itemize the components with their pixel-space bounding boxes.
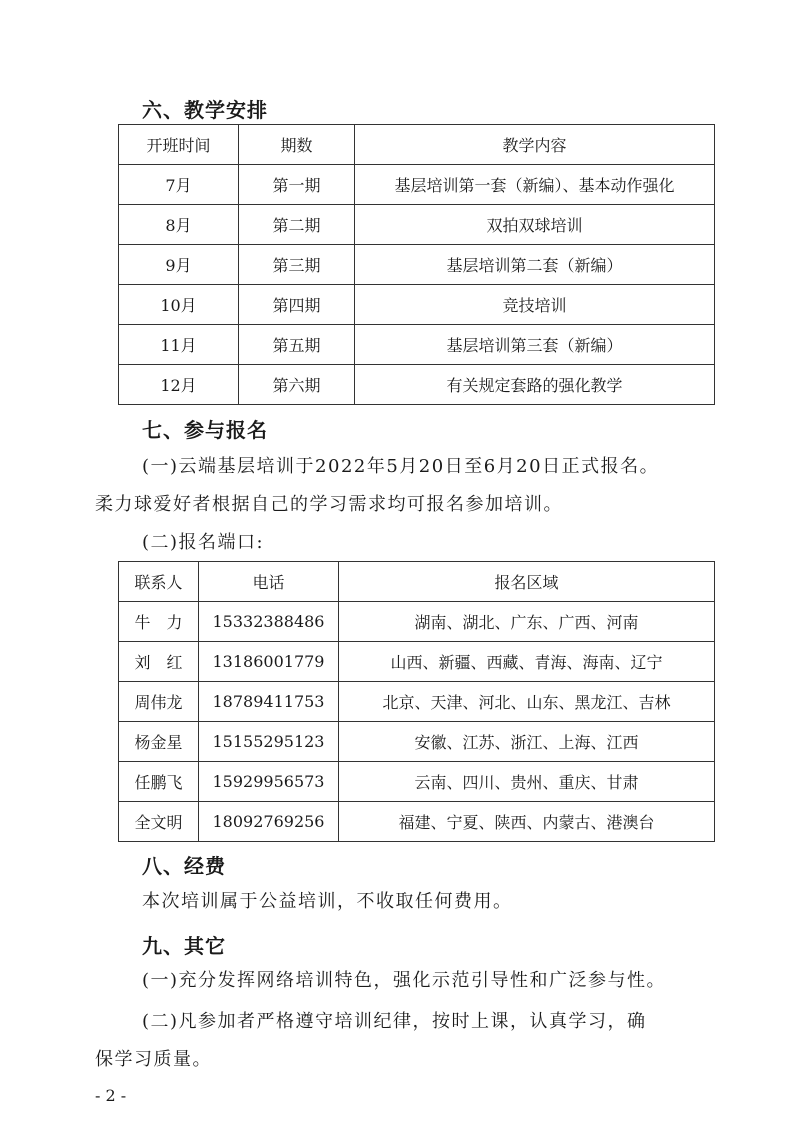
other-text-2-line-1: (二)凡参加者严格遵守培训纪律，按时上课，认真学习，确 [142, 1011, 647, 1032]
schedule-month: 8月 [119, 205, 239, 245]
schedule-content: 有关规定套路的强化教学 [355, 365, 715, 405]
contact-region: 云南、四川、贵州、重庆、甘肃 [339, 762, 715, 802]
other-paragraph-1 [142, 962, 720, 1000]
contact-name: 牛 力 [119, 602, 199, 642]
funding-paragraph [142, 883, 720, 921]
section-6-heading: 六、教学安排 [142, 98, 268, 122]
col-header-phone: 电话 [199, 562, 339, 602]
schedule-content: 基层培训第一套（新编）、基本动作强化 [355, 165, 715, 205]
contact-phone: 13186001779 [199, 642, 339, 682]
schedule-period: 第一期 [239, 165, 355, 205]
registration-paragraph-2 [142, 524, 720, 562]
other-paragraph-2-cont [95, 1041, 720, 1079]
contact-phone: 15332388486 [199, 602, 339, 642]
contact-phone: 18092769256 [199, 802, 339, 842]
contacts-table [118, 561, 715, 842]
contact-name: 周伟龙 [119, 682, 199, 722]
table-row [119, 325, 715, 365]
other-text-1: (一)充分发挥网络培训特色，强化示范引导性和广泛参与性。 [142, 970, 667, 991]
contact-name: 任鹏飞 [119, 762, 199, 802]
schedule-header-row [119, 125, 715, 165]
section-8-heading: 八、经费 [142, 854, 226, 878]
schedule-period: 第二期 [239, 205, 355, 245]
table-row [119, 602, 715, 642]
schedule-content: 基层培训第三套（新编） [355, 325, 715, 365]
contact-phone: 15929956573 [199, 762, 339, 802]
schedule-period: 第六期 [239, 365, 355, 405]
schedule-period: 第四期 [239, 285, 355, 325]
schedule-month: 12月 [119, 365, 239, 405]
table-row [119, 802, 715, 842]
schedule-content: 基层培训第二套（新编） [355, 245, 715, 285]
contact-name: 全文明 [119, 802, 199, 842]
contact-name: 杨金星 [119, 722, 199, 762]
contact-phone: 18789411753 [199, 682, 339, 722]
table-row [119, 762, 715, 802]
contact-region: 山西、新疆、西藏、青海、海南、辽宁 [339, 642, 715, 682]
schedule-month: 9月 [119, 245, 239, 285]
table-row [119, 365, 715, 405]
registration-portal-label: (二)报名端口: [142, 532, 265, 553]
col-header-period: 期数 [239, 125, 355, 165]
other-text-2-line-2: 保学习质量。 [95, 1049, 212, 1070]
col-header-region: 报名区域 [339, 562, 715, 602]
table-row [119, 682, 715, 722]
registration-line-1: (一)云端基层培训于2022年5月20日至6月20日正式报名。 [142, 456, 660, 477]
section-7-heading: 七、参与报名 [142, 418, 268, 442]
table-row [119, 165, 715, 205]
schedule-content: 竞技培训 [355, 285, 715, 325]
schedule-content: 双拍双球培训 [355, 205, 715, 245]
schedule-period: 第三期 [239, 245, 355, 285]
other-paragraph-2 [142, 1003, 720, 1041]
registration-paragraph-1 [142, 448, 720, 486]
contact-phone: 15155295123 [199, 722, 339, 762]
col-header-contact: 联系人 [119, 562, 199, 602]
table-row [119, 722, 715, 762]
col-header-time: 开班时间 [119, 125, 239, 165]
page-number: - 2 - [95, 1086, 127, 1105]
contact-name: 刘 红 [119, 642, 199, 682]
contacts-header-row [119, 562, 715, 602]
schedule-month: 10月 [119, 285, 239, 325]
table-row [119, 285, 715, 325]
contact-region: 安徽、江苏、浙江、上海、江西 [339, 722, 715, 762]
contact-region: 福建、宁夏、陕西、内蒙古、港澳台 [339, 802, 715, 842]
schedule-month: 7月 [119, 165, 239, 205]
schedule-period: 第五期 [239, 325, 355, 365]
col-header-content: 教学内容 [355, 125, 715, 165]
registration-line-2: 柔力球爱好者根据自己的学习需求均可报名参加培训。 [95, 494, 563, 515]
registration-paragraph-1-cont [95, 486, 720, 524]
schedule-table [118, 124, 715, 405]
schedule-month: 11月 [119, 325, 239, 365]
table-row [119, 245, 715, 285]
table-row [119, 205, 715, 245]
contact-region: 湖南、湖北、广东、广西、河南 [339, 602, 715, 642]
contact-region: 北京、天津、河北、山东、黑龙江、吉林 [339, 682, 715, 722]
funding-text: 本次培训属于公益培训，不收取任何费用。 [142, 891, 513, 912]
section-9-heading: 九、其它 [142, 934, 226, 958]
table-row [119, 642, 715, 682]
